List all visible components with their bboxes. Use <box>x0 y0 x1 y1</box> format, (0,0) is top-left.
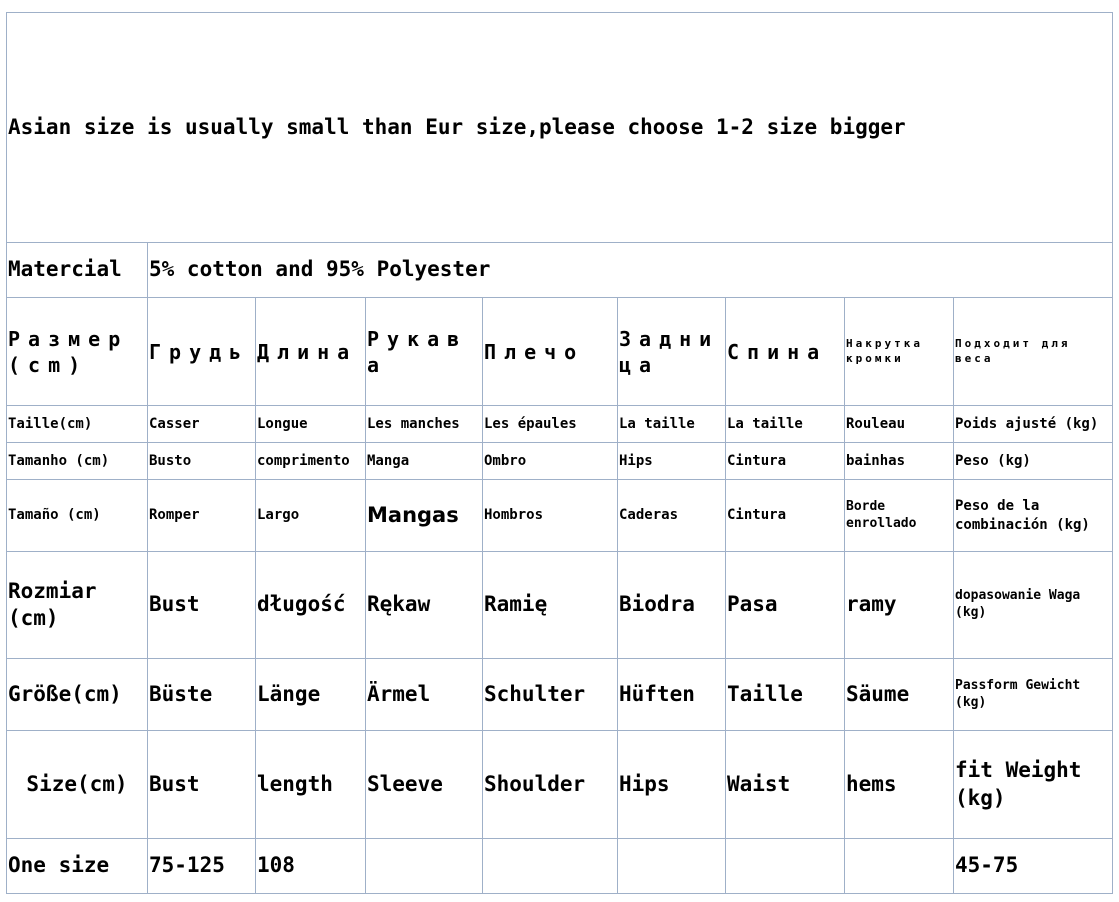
table-cell: Waist <box>726 731 845 839</box>
table-cell: Säume <box>845 659 954 731</box>
table-cell: hems <box>845 731 954 839</box>
table-cell <box>845 839 954 894</box>
table-cell: Rozmiar (cm) <box>7 552 148 659</box>
table-cell: Manga <box>366 443 483 480</box>
table-cell <box>726 839 845 894</box>
table-row-values <box>7 839 1113 894</box>
table-cell: Länge <box>256 659 366 731</box>
size-chart-table <box>6 12 1113 894</box>
table-row-fr <box>7 406 1113 443</box>
table-cell: Cintura <box>726 443 845 480</box>
table-cell: Hombros <box>483 480 618 552</box>
table-row-ru <box>7 298 1113 406</box>
table-cell: ramy <box>845 552 954 659</box>
table-cell: Hüften <box>618 659 726 731</box>
header-waist: Спина <box>726 298 845 406</box>
table-cell: Größe(cm) <box>7 659 148 731</box>
table-cell: Rękaw <box>366 552 483 659</box>
table-cell: La taille <box>726 406 845 443</box>
table-cell: Poids ajusté (kg) <box>954 406 1113 443</box>
material-label: Matercial <box>7 243 148 298</box>
table-cell: La taille <box>618 406 726 443</box>
table-cell: Largo <box>256 480 366 552</box>
header-bust: Грудь <box>148 298 256 406</box>
table-cell: Pasa <box>726 552 845 659</box>
table-cell: Tamanho (cm) <box>7 443 148 480</box>
table-cell: Biodra <box>618 552 726 659</box>
table-cell: Passform Gewicht (kg) <box>954 659 1113 731</box>
table-cell: Peso (kg) <box>954 443 1113 480</box>
header-hips: Задница <box>618 298 726 406</box>
table-cell: Cintura <box>726 480 845 552</box>
header-size: Размер (cm) <box>7 298 148 406</box>
table-cell: Ärmel <box>366 659 483 731</box>
table-row-de <box>7 659 1113 731</box>
table-cell: Busto <box>148 443 256 480</box>
table-cell: Ramię <box>483 552 618 659</box>
table-cell: length <box>256 731 366 839</box>
table-cell <box>618 839 726 894</box>
table-cell: Casser <box>148 406 256 443</box>
table-cell: Sleeve <box>366 731 483 839</box>
table-row-en <box>7 731 1113 839</box>
table-cell: Hips <box>618 731 726 839</box>
table-cell: Size(cm) <box>7 731 148 839</box>
header-sleeve: Рукава <box>366 298 483 406</box>
table-cell: Taille(cm) <box>7 406 148 443</box>
table-cell: Peso de la combinación (kg) <box>954 480 1113 552</box>
table-cell: 45-75 <box>954 839 1113 894</box>
material-row <box>7 243 1113 298</box>
table-cell: Longue <box>256 406 366 443</box>
table-cell: Caderas <box>618 480 726 552</box>
table-cell: comprimento <box>256 443 366 480</box>
table-cell: dopasowanie Waga (kg) <box>954 552 1113 659</box>
table-cell: One size <box>7 839 148 894</box>
table-cell: Hips <box>618 443 726 480</box>
table-cell: bainhas <box>845 443 954 480</box>
table-cell: Les épaules <box>483 406 618 443</box>
table-cell: 108 <box>256 839 366 894</box>
table-cell: 75-125 <box>148 839 256 894</box>
table-row-pt <box>7 443 1113 480</box>
notice-row <box>7 13 1113 243</box>
table-cell: Büste <box>148 659 256 731</box>
table-cell: Bust <box>148 552 256 659</box>
header-shoulder: Плечо <box>483 298 618 406</box>
header-length: Длина <box>256 298 366 406</box>
table-cell: Shoulder <box>483 731 618 839</box>
table-cell: Bust <box>148 731 256 839</box>
table-cell: Taille <box>726 659 845 731</box>
table-cell: Ombro <box>483 443 618 480</box>
table-cell <box>483 839 618 894</box>
size-notice: Asian size is usually small than Eur size,please choose 1-2 size bigger <box>7 13 1113 243</box>
table-cell: Schulter <box>483 659 618 731</box>
header-hems: Накрутка кромки <box>845 298 954 406</box>
table-cell: Rouleau <box>845 406 954 443</box>
table-cell: Mangas <box>366 480 483 552</box>
table-cell: Tamaño (cm) <box>7 480 148 552</box>
table-cell: Les manches <box>366 406 483 443</box>
material-value: 5% cotton and 95% Polyester <box>148 243 1113 298</box>
table-cell: długość <box>256 552 366 659</box>
table-cell <box>366 839 483 894</box>
table-cell: Borde enrollado <box>845 480 954 552</box>
header-fit-weight: Подходит для веса <box>954 298 1113 406</box>
table-row-es <box>7 480 1113 552</box>
table-cell: fit Weight (kg) <box>954 731 1113 839</box>
table-cell: Romper <box>148 480 256 552</box>
table-row-pl <box>7 552 1113 659</box>
